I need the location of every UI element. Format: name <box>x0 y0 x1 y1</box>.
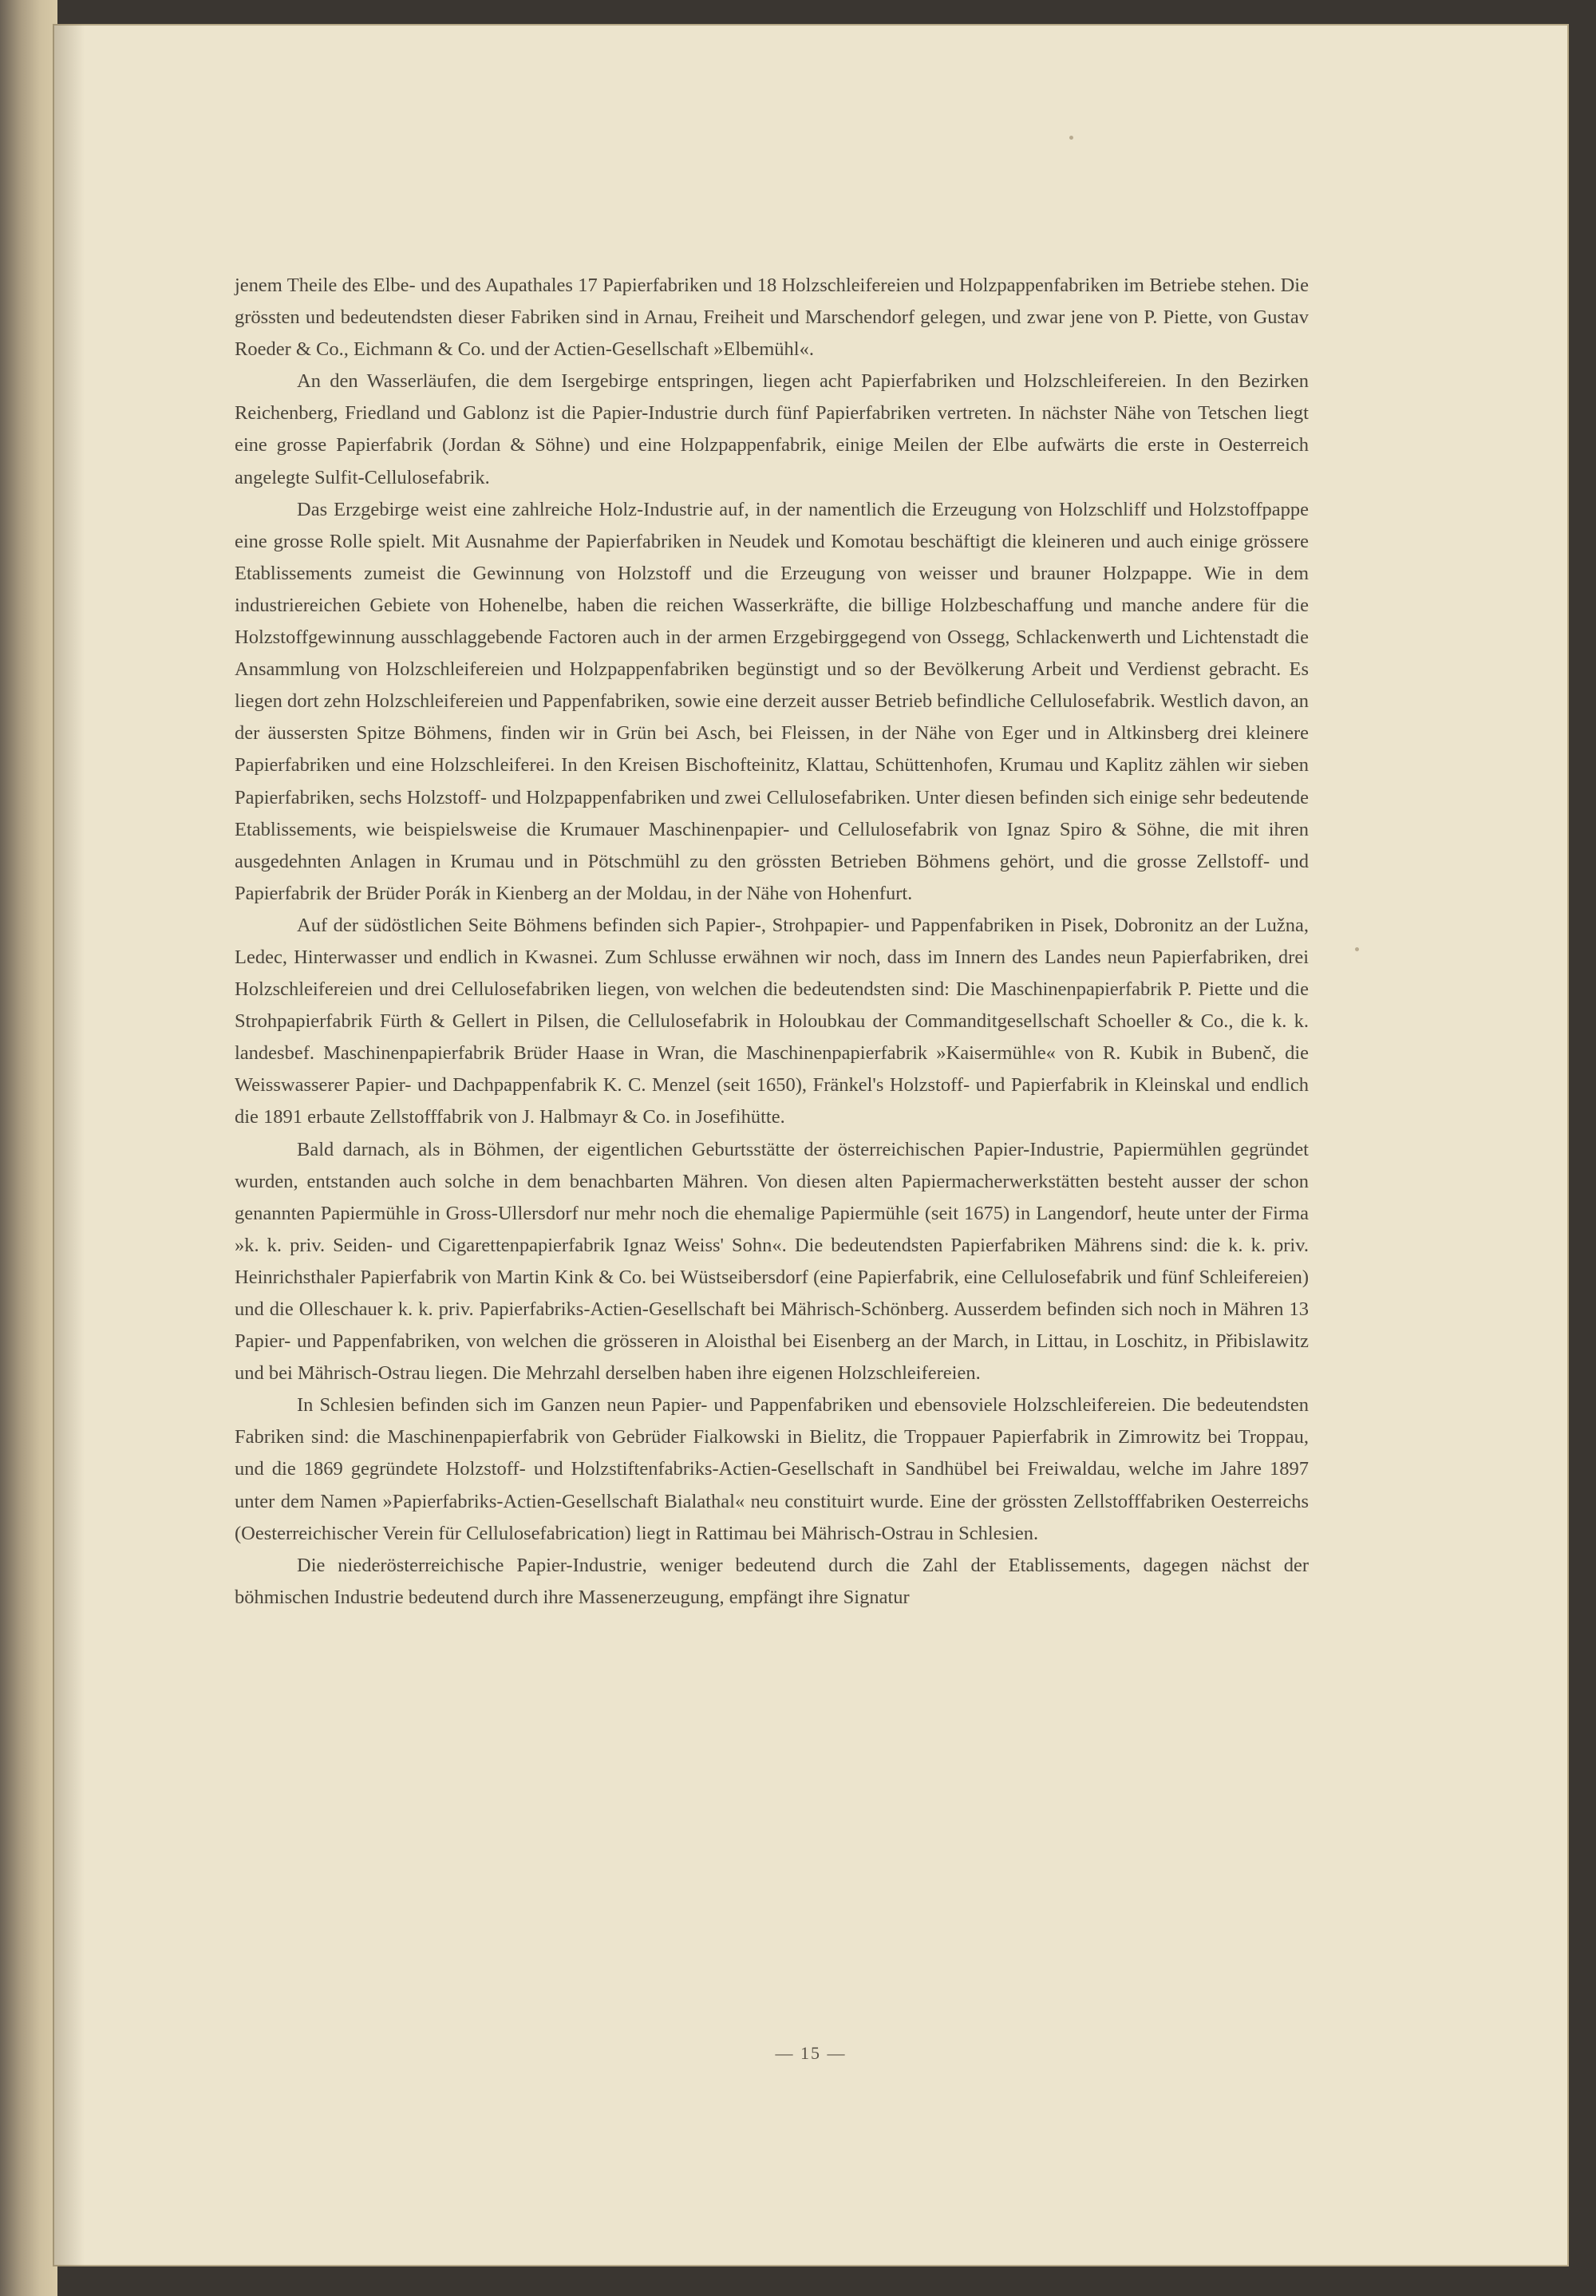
paragraph-3: Das Erzgebirge weist eine zahlreiche Holz-Industrie auf, in der namentlich die Erzeugung von Holzschliff und Holzstoffpappe eine grosse Rolle spielt. Mit Ausnahme der Papierfabriken in Neudek und Komotau beschäftigt die kleineren und auch einige grössere Etablissements zumeist die Gewinnung von Holzstoff und die Erzeugung von weisser und brauner Holzpappe. Wie in dem industriereichen Gebiete von Hohenelbe, haben die reichen Wasserkräfte, die billige Holzbeschaffung und manche andere für die Holzstoffgewinnung ausschlaggebende Factoren auch in der armen Erzgebirggegend von Ossegg, Schlackenwerth und Lichtenstadt die Ansammlung von Holzschleifereien und Holzpappenfabriken begünstigt und so der Bevölkerung Arbeit und Verdienst gebracht. Es liegen dort zehn Holzschleifereien und Pappenfabriken, sowie eine derzeit ausser Betrieb befindliche Cellulosefabrik. Westlich davon, an der äussersten Spitze Böhmens, finden wir in Grün bei Asch, bei Fleissen, in der Nähe von Eger und in Altkinsberg drei kleinere Papierfabriken und eine Holzschleiferei. In den Kreisen Bischofteinitz, Klattau, Schüttenhofen, Krumau und Kaplitz zählen wir sieben Papierfabriken, sechs Holzstoff- und Holzpappenfabriken und zwei Cellulosefabriken. Unter diesen befinden sich einige sehr bedeutende Etablissements, wie beispielsweise die Krumauer Maschinenpapier- und Cellulosefabrik von Ignaz Spiro & Söhne, die mit ihren ausgedehnten Anlagen in Krumau und in Pötschmühl zu den grössten Betrieben Böhmens gehört, und die grosse Zellstoff- und Papierfabrik der Brüder Porák in Kienberg an der Moldau, in der Nähe von Hohenfurt. <box>235 498 1309 904</box>
paragraph-4: Auf der südöstlichen Seite Böhmens befinden sich Papier-, Strohpapier- und Pappenfabriken in Pisek, Dobronitz an der Lužna, Ledec, Hinterwasser und endlich in Kwasnei. Zum Schlusse erwähnen wir noch, dass im Innern des Landes neun Papierfabriken, drei Holzschleifereien und drei Cellulosefabriken liegen, von welchen die bedeutendsten sind: Die Maschinenpapierfabrik P. Piette und die Strohpapierfabrik Fürth & Gellert in Pilsen, die Cellulosefabrik in Holoubkau der Commanditgesellschaft Schoeller & Co., die k. k. landesbef. Maschinenpapierfabrik Brüder Haase in Wran, die Maschinenpapierfabrik »Kaisermühle« von R. Kubik in Bubenč, die Weisswasserer Papier- und Dachpappenfabrik K. C. Menzel (seit 1650), Fränkel's Holzstoff- und Papierfabrik in Kleinskal und endlich die 1891 erbaute Zellstofffabrik von J. Halbmayr & Co. in Josefihütte. <box>235 914 1309 1128</box>
scan-background-edge <box>0 0 57 2296</box>
paragraph-1: jenem Theile des Elbe- und des Aupathales 17 Papierfabriken und 18 Holzschleifereien und Holzpappenfabriken im Betriebe stehen. Die grössten und bedeutendsten dieser Fabriken sind in Arnau, Freiheit und Marschendorf gelegen, und zwar jene von P. Piette, von Gustav Roeder & Co., Eichmann & Co. und der Actien-Gesellschaft »Elbemühl«. <box>235 275 1309 361</box>
paragraph-6: In Schlesien befinden sich im Ganzen neun Papier- und Pappenfabriken und ebensoviele Holzschleifereien. Die bedeutendsten Fabriken sind: die Maschinenpapierfabrik von Gebrüder Fialkowski in Bielitz, die Troppauer Papierfabrik in Zimrowitz bei Troppau, und die 1869 gegründete Holzstoff- und Holzstiftenfabriks-Actien-Gesellschaft in Sandhübel bei Freiwaldau, welche im Jahre 1897 unter dem Namen »Papierfabriks-Actien-Gesellschaft Bialathal« neu constituirt wurde. Eine der grössten Zellstofffabriken Oesterreichs (Oesterreichischer Verein für Cellulosefabrication) liegt in Rattimau bei Mährisch-Ostrau in Schlesien. <box>235 1394 1309 1544</box>
body-text <box>235 270 1309 1614</box>
page-gutter-shadow <box>53 24 85 2266</box>
paragraph-5: Bald darnach, als in Böhmen, der eigentlichen Geburtsstätte der österreichischen Papier-Industrie, Papiermühlen gegründet wurden, entstanden auch solche in dem benachbarten Mähren. Von diesen alten Papiermacherwerkstätten besteht ausser der schon genannten Papiermühle in Gross-Ullersdorf nur mehr noch die ehemalige Papiermühle (seit 1675) in Langendorf, heute unter der Firma »k. k. priv. Seiden- und Cigarettenpapierfabrik Ignaz Weiss' Sohn«. Die bedeutendsten Papierfabriken Mährens sind: die k. k. priv. Heinrichsthaler Papierfabrik von Martin Kink & Co. bei Wüstseibersdorf (eine Papierfabrik, eine Cellulosefabrik und fünf Schleifereien) und die Olleschauer k. k. priv. Papierfabriks-Actien-Gesellschaft bei Mährisch-Schönberg. Ausserdem befinden sich noch in Mähren 13 Papier- und Pappenfabriken, von welchen die grösseren in Aloisthal bei Eisenberg an der March, in Littau, in Loschitz, in Přibislawitz und bei Mährisch-Ostrau liegen. Die Mehrzahl derselben haben ihre eigenen Holzschleifereien. <box>235 1138 1309 1385</box>
paragraph-2: An den Wasserläufen, die dem Isergebirge entspringen, liegen acht Papierfabriken und Holzschleifereien. In den Bezirken Reichenberg, Friedland und Gablonz ist die Papier-Industrie durch fünf Papierfabriken vertreten. In nächster Nähe von Tetschen liegt eine grosse Papierfabrik (Jordan & Söhne) und eine Holzpappenfabrik, einige Meilen der Elbe aufwärts die erste in Oesterreich angelegte Sulfit-Cellulosefabrik. <box>235 370 1309 488</box>
paper-speck <box>1069 136 1073 140</box>
book-page <box>53 24 1569 2266</box>
paper-speck <box>1355 947 1359 951</box>
paragraph-7: Die niederösterreichische Papier-Industrie, weniger bedeutend durch die Zahl der Etablissements, dagegen nächst der böhmischen Industrie bedeutend durch ihre Massenerzeugung, empfängt ihre Signatur <box>235 1554 1309 1608</box>
page-number: — 15 — <box>775 2043 847 2063</box>
